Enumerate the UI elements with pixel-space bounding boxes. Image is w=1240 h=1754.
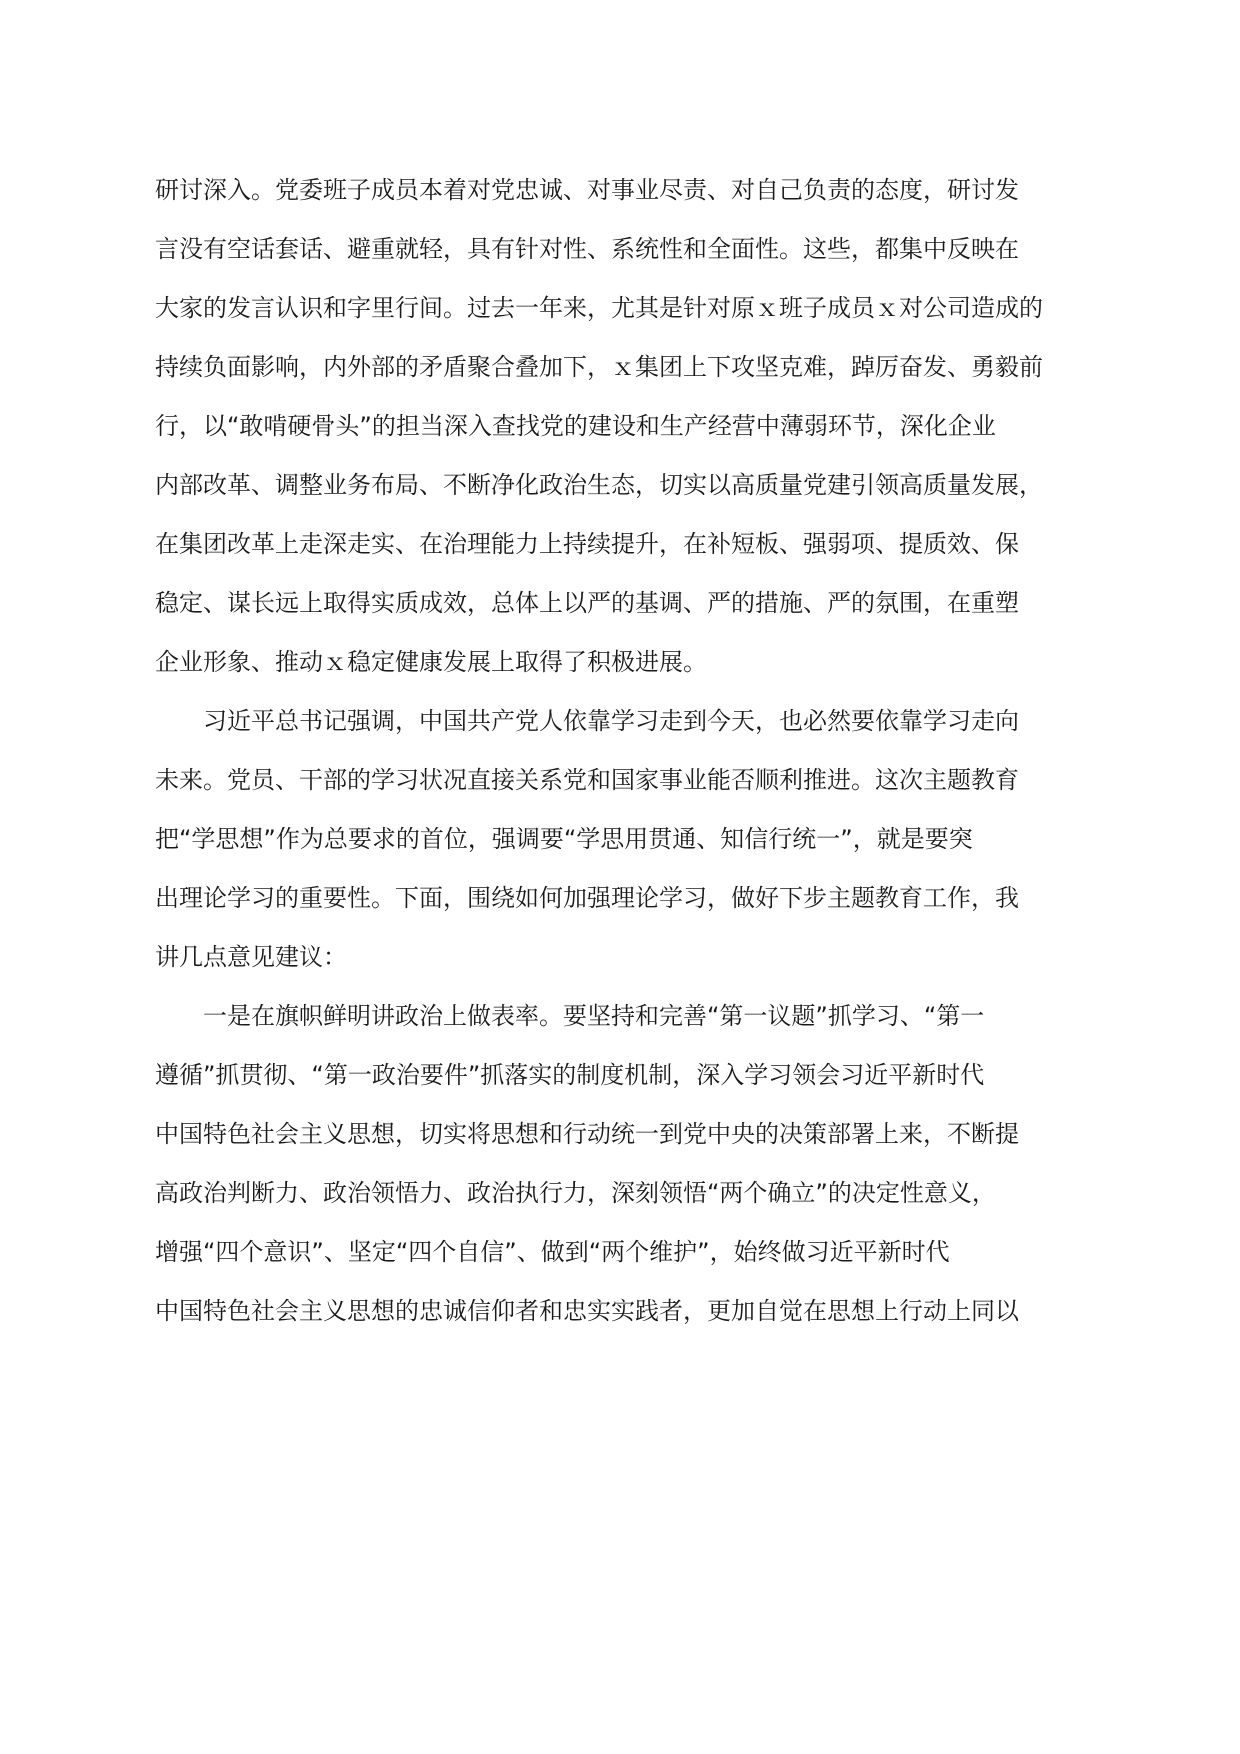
paragraph-2-line-3: 把“学思想”作为总要求的首位，强调要“学思用贯通、知信行统一”，就是要突: [155, 825, 973, 853]
paragraph-3-line-5: 增强“四个意识”、坚定“四个自信”、做到“两个维护”，始终做习近平新时代: [155, 1238, 950, 1266]
text-line-3: 大家的发言认识和字里行间。过去一年来，尤其是针对原ｘ班子成员ｘ对公司造成的: [155, 294, 1043, 322]
text-line-2: 言没有空话套话、避重就轻，具有针对性、系统性和全面性。这些，都集中反映在: [155, 235, 1019, 263]
paragraph-2-line-4: 出理论学习的重要性。下面，围绕如何加强理论学习，做好下步主题教育工作，我: [155, 884, 1019, 912]
text-line-1: 研讨深入。党委班子成员本着对党忠诚、对事业尽责、对自己负责的态度，研讨发: [155, 176, 1019, 204]
text-line-7: 在集团改革上走深走实、在治理能力上持续提升，在补短板、强弱项、提质效、保: [155, 530, 1019, 558]
text-line-5: 行，以“敢啃硬骨头”的担当深入查找党的建设和生产经营中薄弱环节，深化企业: [155, 412, 996, 440]
paragraph-3-line-2: 遵循”抓贯彻、“第一政治要件”抓落实的制度机制，深入学习领会习近平新时代: [155, 1061, 985, 1089]
text-line-4: 持续负面影响，内外部的矛盾聚合叠加下，ｘ集团上下攻坚克难，踔厉奋发、勇毅前: [155, 353, 1043, 381]
text-line-8: 稳定、谋长远上取得实质成效，总体上以严的基调、严的措施、严的氛围，在重塑: [155, 589, 1019, 617]
paragraph-2-line-2: 未来。党员、干部的学习状况直接关系党和国家事业能否顺利推进。这次主题教育: [155, 766, 1019, 794]
text-line-6: 内部改革、调整业务布局、不断净化政治生态，切实以高质量党建引领高质量发展，: [155, 471, 1043, 499]
paragraph-3-line-6: 中国特色社会主义思想的忠诚信仰者和忠实实践者，更加自觉在思想上行动上同以: [155, 1297, 1019, 1325]
paragraph-3-line-3: 中国特色社会主义思想，切实将思想和行动统一到党中央的决策部署上来，不断提: [155, 1120, 1019, 1148]
paragraph-2-line-5: 讲几点意见建议：: [155, 943, 347, 971]
text-line-9: 企业形象、推动ｘ稳定健康发展上取得了积极进展。: [155, 648, 707, 676]
paragraph-3-line-4: 高政治判断力、政治领悟力、政治执行力，深刻领悟“两个确立”的决定性意义，: [155, 1179, 996, 1207]
paragraph-3-line-1: 一是在旗帜鲜明讲政治上做表率。要坚持和完善“第一议题”抓学习、“第一: [203, 1002, 985, 1030]
paragraph-2-line-1: 习近平总书记强调，中国共产党人依靠学习走到今天，也必然要依靠学习走向: [203, 707, 1019, 735]
